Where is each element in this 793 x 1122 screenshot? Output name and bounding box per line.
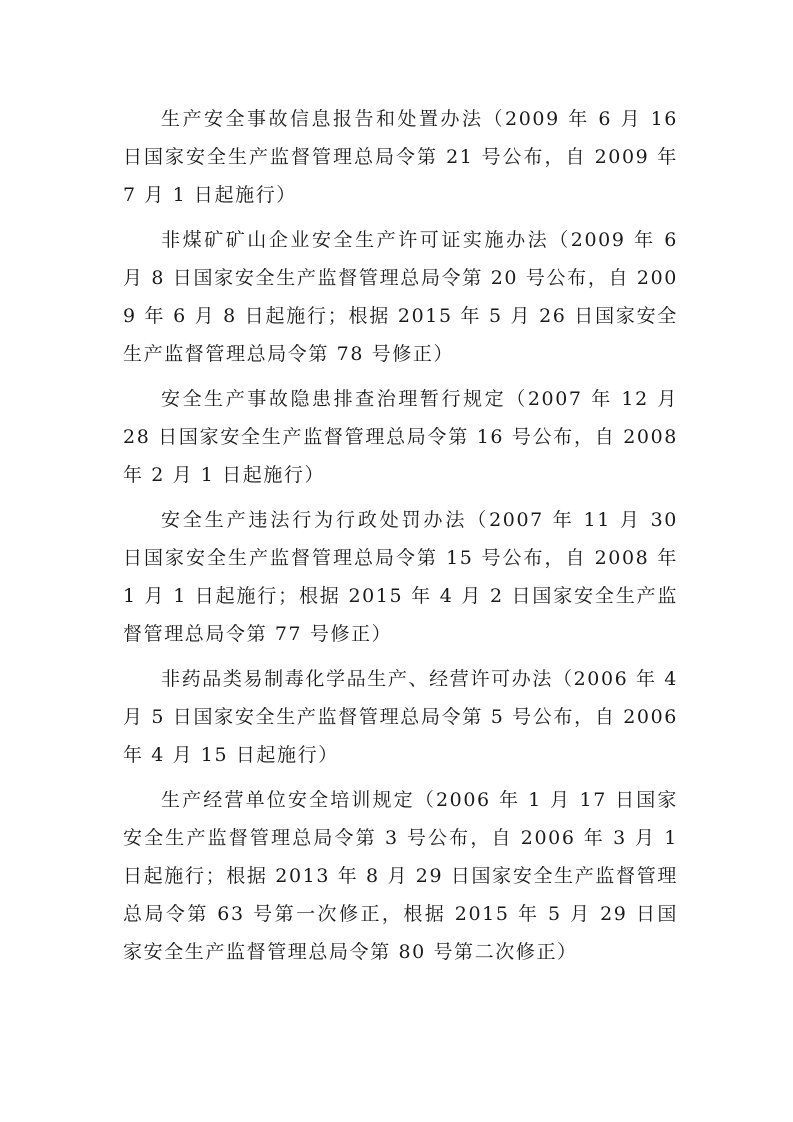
regulation-paragraph: 生产经营单位安全培训规定（2006 年 1 月 17 日国家安全生产监督管理总局令第 3 号公布，自 2006 年 3 月 1 日起施行；根据 2013 年 8 月 29 日国家安全生产监督管理总局令第 63 号第一次修正，根据 2015 年 5 月 29 日国家安全生产监督管理总局令第 80 号第二次修正） [123, 789, 678, 963]
regulation-paragraph: 生产安全事故信息报告和处置办法（2009 年 6 月 16 日国家安全生产监督管理总局令第 21 号公布，自 2009 年 7 月 1 日起施行） [123, 108, 678, 206]
regulation-paragraph: 非药品类易制毒化学品生产、经营许可办法（2006 年 4 月 5 日国家安全生产监督管理总局令第 5 号公布，自 2006 年 4 月 15 日起施行） [123, 668, 678, 766]
regulation-paragraph: 非煤矿矿山企业安全生产许可证实施办法（2009 年 6 月 8 日国家安全生产监督管理总局令第 20 号公布，自 2009 年 6 月 8 日起施行；根据 2015 年 5 月 26 日国家安全生产监督管理总局令第 78 号修正） [123, 229, 678, 365]
regulation-paragraph: 安全生产事故隐患排查治理暂行规定（2007 年 12 月 28 日国家安全生产监督管理总局令第 16 号公布，自 2008 年 2 月 1 日起施行） [123, 388, 678, 486]
regulation-paragraph: 安全生产违法行为行政处罚办法（2007 年 11 月 30 日国家安全生产监督管理总局令第 15 号公布，自 2008 年 1 月 1 日起施行；根据 2015 年 4 月 2 日国家安全生产监督管理总局令第 77 号修正） [123, 509, 678, 645]
regulation-list [123, 100, 678, 978]
